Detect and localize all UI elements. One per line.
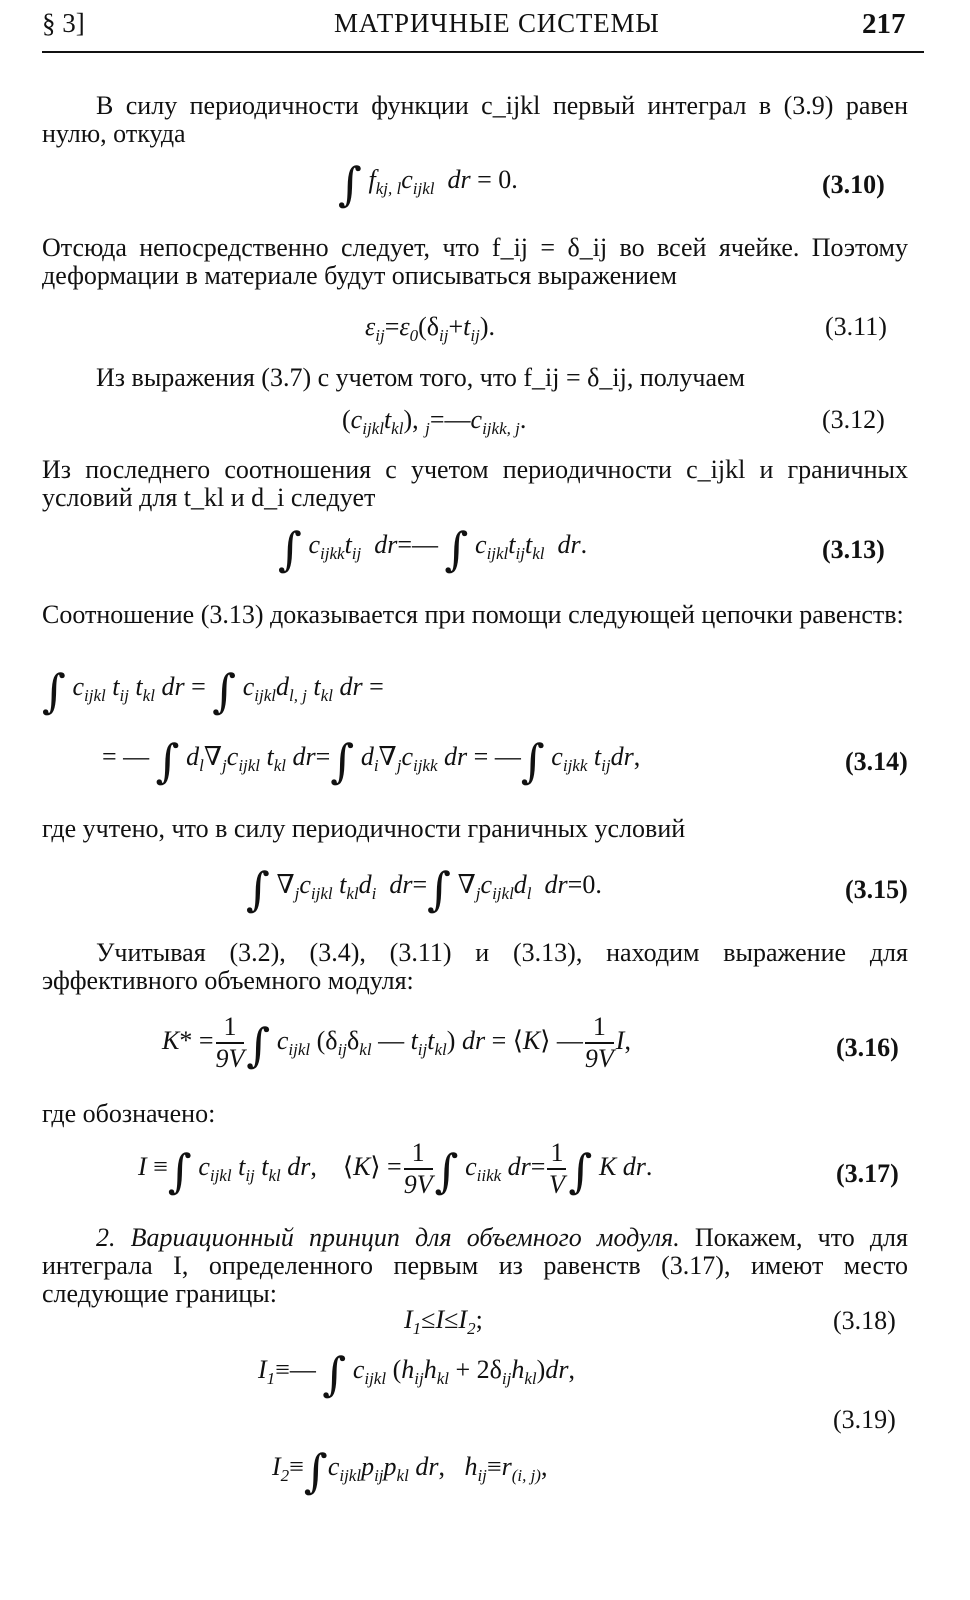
equation-3-18: $I_1\le I\le I_2$; <box>404 1305 483 1338</box>
equation-3-15: ∫ $\nabla_jc_{ijkl}$ $t_{kl}d_i$ dr=∫ $\nabla_jc_{ijkl}d_l$ dr=0. <box>246 862 602 916</box>
paragraph-3: Из выражения (3.7) с учетом того, что f_ij = δ_ij, получаем <box>96 363 745 392</box>
equation-number-3-12: (3.12) <box>822 405 885 434</box>
equation-3-17: I ≡∫ $c_{ijkl}$ $t_{ij}$ $t_{kl}$ dr, ⟨K⟩ = $\frac{1}{9V}$ ∫ $c_{iikk}$ dr= $\frac{1}{V}$ ∫ K dr. <box>138 1138 653 1199</box>
equation-3-14-line-1: ∫ $c_{ijkl}$ $t_{ij}$ $t_{kl}$ dr = ∫ $c_{ijkl}d_{l, j}$ $t_{kl}$ dr = <box>42 664 384 718</box>
paragraph-5: Соотношение (3.13) доказывается при помощи следующей цепочки равенств: <box>42 600 904 629</box>
paragraph-8: где обозначено: <box>42 1099 216 1128</box>
paragraph-6: где учтено, что в силу периодичности граничных условий <box>42 814 686 843</box>
paragraph-9 <box>42 1224 908 1308</box>
equation-number-3-19: (3.19) <box>833 1405 896 1434</box>
equation-number-3-14: (3.14) <box>845 747 908 776</box>
paragraph-9-body: Покажем, что для интеграла I, определенного первым из равенств (3.17), имеют место следующие границы: <box>42 1223 908 1308</box>
equation-number-3-11: (3.11) <box>825 312 887 341</box>
equation-3-10: ∫ $f_{kj, l}c_{ijkl}$ dr = 0. <box>338 157 518 211</box>
equation-number-3-13: (3.13) <box>822 535 885 564</box>
equation-3-12: $(c_{ijkl}t_{kl})$, $_j=—c_{ijkk, j}$. <box>342 405 527 438</box>
equation-number-3-16: (3.16) <box>836 1033 899 1062</box>
equation-number-3-10: (3.10) <box>822 170 885 199</box>
paragraph-4: Из последнего соотношения с учетом периодичности c_ijkl и граничных условий для t_kl и d_i следует <box>42 455 908 512</box>
running-title: МАТРИЧНЫЕ СИСТЕМЫ <box>334 8 660 38</box>
paragraph-1: В силу периодичности функции c_ijkl первый интеграл в (3.9) равен нулю, откуда <box>42 91 908 148</box>
header-rule <box>42 51 924 53</box>
equation-number-3-18: (3.18) <box>833 1306 896 1335</box>
section-marker: § 3] <box>42 8 85 38</box>
equation-3-19-line-2: $I_2\equiv\int c_{ijkl}p_{ij}p_{kl}$ dr, $h_{ij}\equiv r_{(i, j)}$, <box>272 1444 548 1498</box>
page-number: 217 <box>862 8 906 40</box>
equation-3-16: K* = $\frac{1}{9V}$ ∫ $c_{ijkl}$ ($\delta_{ij}\delta_{kl}$ — $t_{ij}t_{kl}$) dr = ⟨K⟩ — $\frac{1}{9V}$ I, <box>162 1012 631 1073</box>
equation-number-3-17: (3.17) <box>836 1159 899 1188</box>
equation-3-19-line-1: $I_1\equiv—$ ∫ $c_{ijkl}$ $(h_{ij}h_{kl} + 2\delta_{ij}h_{kl})dr$, <box>258 1347 575 1401</box>
equation-3-14-line-2: = — ∫ $d_l\nabla_jc_{ijkl}$ $t_{kl}$ dr=∫ $d_i\nabla_jc_{ijkk}$ dr = —∫ $c_{ijkk}$ $t_{ij}dr$, <box>102 734 641 788</box>
paragraph-9-heading: 2. Вариационный принцип для объемного модуля. <box>96 1223 680 1252</box>
equation-number-3-15: (3.15) <box>845 875 908 904</box>
paragraph-2: Отсюда непосредственно следует, что f_ij = δ_ij во всей ячейке. Поэтому деформации в материале будут описываться выражением <box>42 233 908 290</box>
equation-3-11: $\varepsilon_{ij}=\varepsilon_0(\delta_{ij}+t_{ij})$. <box>365 312 496 345</box>
equation-3-13: ∫ $c_{ijkk}t_{ij}$ dr=— ∫ $c_{ijkl}t_{ij}t_{kl}$ dr. <box>278 522 588 576</box>
paragraph-7: Учитывая (3.2), (3.4), (3.11) и (3.13), находим выражение для эффективного объемного модуля: <box>42 938 908 995</box>
